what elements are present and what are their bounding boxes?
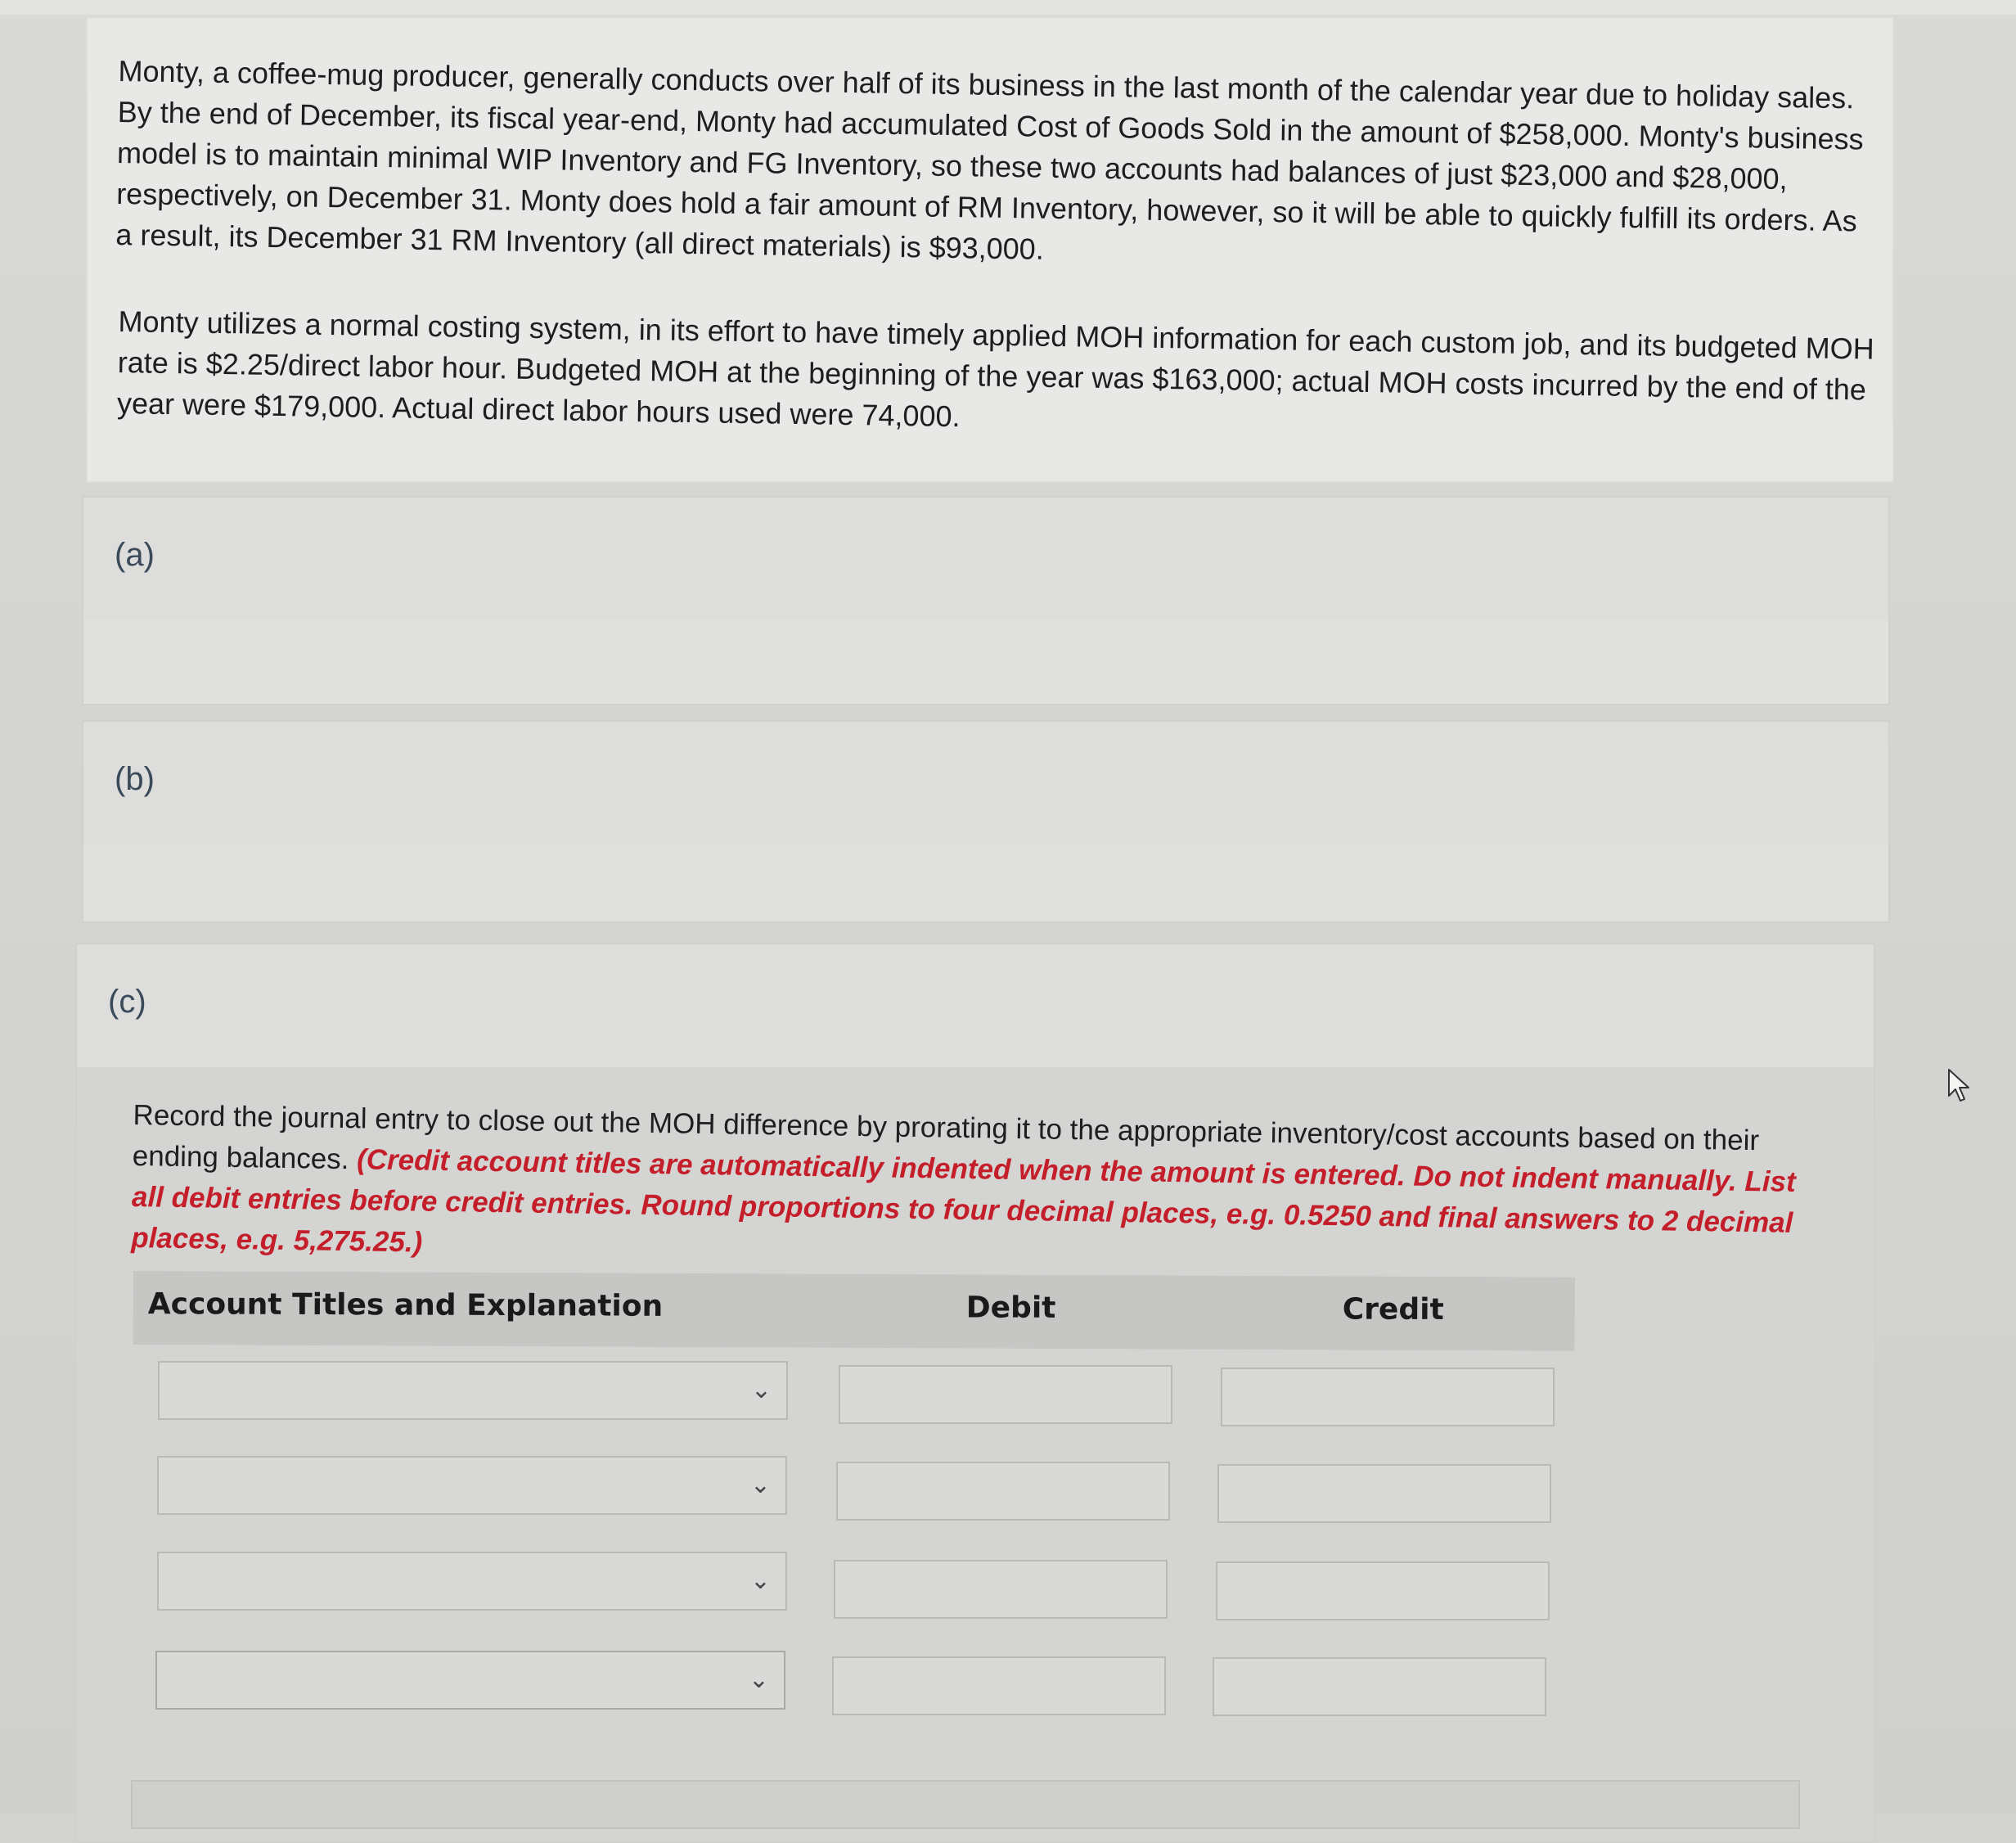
mouse-pointer-icon: [1946, 1068, 1975, 1104]
part-c-label: (c): [108, 984, 146, 1020]
next-section-box: [131, 1780, 1800, 1829]
chevron-down-icon: ⌄: [748, 1665, 769, 1694]
instruction-text: Record the journal entry to close out the MOH difference by prorating it to the appropriate inventory/cost accounts based on their ending balances.: [132, 1098, 1760, 1176]
account-select-row-4[interactable]: [155, 1651, 785, 1710]
part-b-body: [83, 845, 1888, 922]
debit-input-row-4[interactable]: [832, 1656, 1166, 1715]
credit-input-row-4[interactable]: [1213, 1657, 1546, 1716]
header-account-titles: Account Titles and Explanation: [147, 1287, 664, 1323]
credit-input-row-1[interactable]: [1221, 1368, 1555, 1426]
credit-input-row-3[interactable]: [1216, 1561, 1550, 1620]
credit-input-row-2[interactable]: [1217, 1464, 1551, 1523]
part-b-section[interactable]: [82, 720, 1890, 923]
part-b-label: (b): [115, 761, 155, 797]
account-select-row-1[interactable]: [158, 1361, 788, 1420]
problem-paragraph-1: Monty, a coffee-mug producer, generally conducts over half of its business in the last month of the calendar year due to holiday sales. By the end of December, its fiscal year-end, Monty had accumulated Cost of Goods Sold in the amount of $258,000. Monty's business model is to maintain minimal WIP Inventory and FG Inventory, so these two accounts had balances of just $23,000 and $28,000, respectively, on December 31. Monty does hold a fair amount of RM Inventory, however, so it will be able to quickly fulfill its orders. As a result, its December 31 RM Inventory (all direct materials) is $93,000.: [115, 53, 1864, 266]
chevron-down-icon: ⌄: [750, 1376, 772, 1404]
part-b-header[interactable]: [83, 722, 1888, 846]
chevron-down-icon: ⌄: [749, 1471, 771, 1499]
instruction-note: (Credit account titles are automatically indented when the amount is entered. Do not indent manually. List all debit entries before credit entries. Round proportions to four decimal places, e.g. 0.5250 and final answers to 2 decimal places, e.g. 5,275.25.): [130, 1143, 1796, 1259]
chevron-down-icon: ⌄: [749, 1566, 771, 1595]
header-debit: Debit: [965, 1291, 1056, 1325]
account-select-row-2[interactable]: [157, 1456, 787, 1515]
account-select-row-3[interactable]: [157, 1552, 787, 1611]
debit-input-row-1[interactable]: [839, 1365, 1172, 1424]
top-strip: [0, 0, 2016, 15]
part-a-label: (a): [115, 537, 155, 573]
header-credit: Credit: [1342, 1292, 1444, 1327]
journal-table-header: [133, 1271, 1575, 1351]
part-c-header[interactable]: [77, 944, 1874, 1069]
debit-input-row-2[interactable]: [836, 1462, 1170, 1521]
part-a-body: [83, 620, 1888, 704]
part-c-instructions: [131, 1095, 1819, 1285]
part-a-header[interactable]: [83, 498, 1888, 622]
problem-paragraph-2: Monty utilizes a normal costing system, in its effort to have timely applied MOH information for each custom job, and its budgeted MOH rate is $2.25/direct labor hour. Budgeted MOH at the beginning of the year was $163,000; actual MOH costs incurred by the end of the year were $179,000. Actual direct labor hours used were 74,000.: [116, 304, 1874, 434]
part-a-section[interactable]: [82, 496, 1890, 705]
debit-input-row-3[interactable]: [834, 1560, 1168, 1619]
